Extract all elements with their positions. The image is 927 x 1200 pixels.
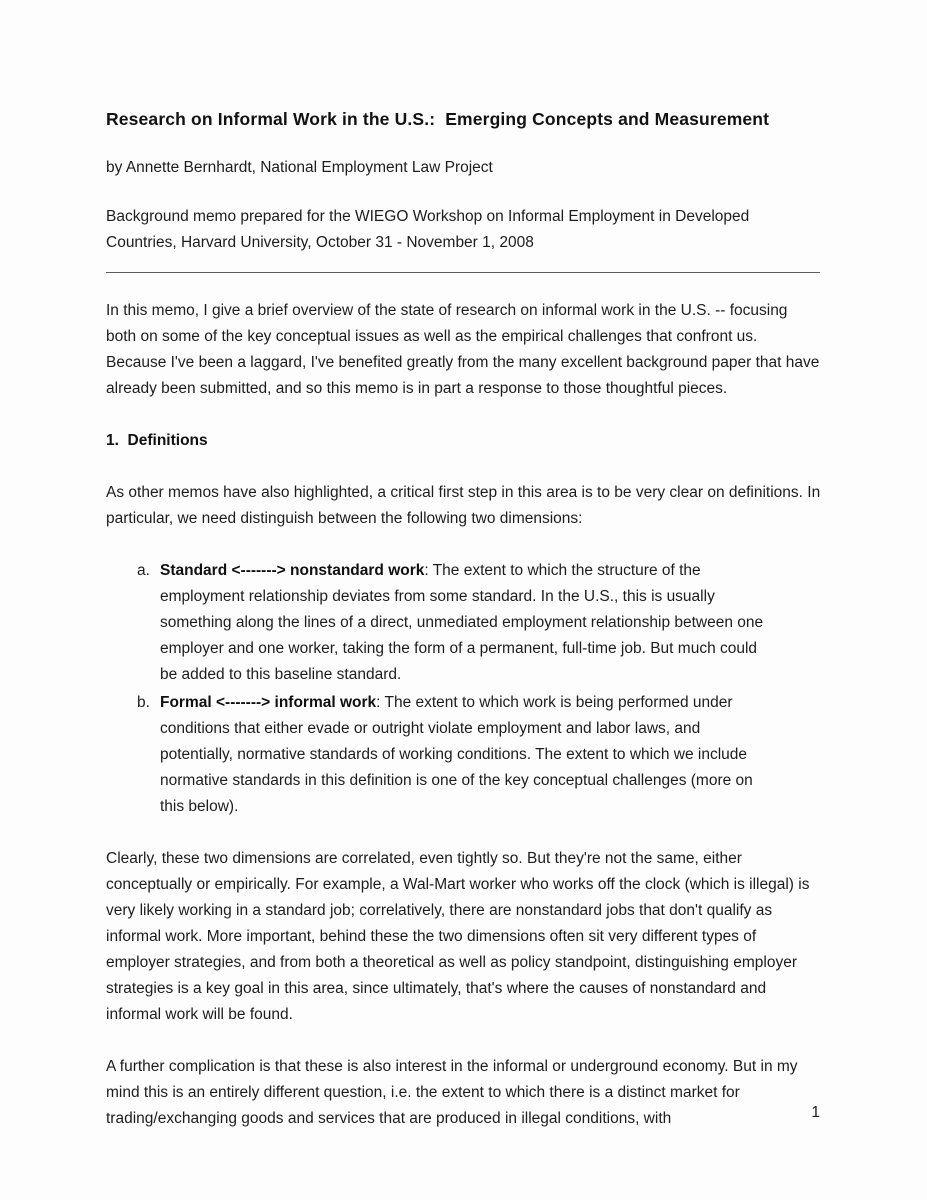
list-item-text: : The extent to which work is being performed under conditions that either evade or outright violate employment and labor laws, and potentially, normative standards of working conditions. The extent to which we include normative standards in this definition is one of the key conceptual challenges (more on this below). bbox=[160, 694, 753, 815]
body-paragraph-underground-economy: A further complication is that these is also interest in the informal or underground economy. But in my mind this is an entirely different question, i.e. the extent to which there is a distinct market for trading/exchanging goods and services that are produced in illegal conditions, with bbox=[106, 1058, 798, 1127]
intro-paragraph: In this memo, I give a brief overview of the state of research on informal work in the U.S. -- focusing both on some of the key conceptual issues as well as the empirical challenges that confront us. Because I've been a laggard, I've benefited greatly from the many excellent background paper that have already been submitted, and so this memo is in part a response to those thoughtful pieces. bbox=[106, 302, 820, 397]
body-paragraph-correlation: Clearly, these two dimensions are correlated, even tightly so. But they're not the same, either conceptually or empirically. For example, a Wal-Mart worker who works off the clock (which is illegal) is very likely working in a standard job; correlatively, there are nonstandard jobs that don't qualify as informal work. More important, behind these the two dimensions often sit very different types of employer strategies, and from both a theoretical as well as policy standpoint, distinguishing employer strategies is a key goal in this area, since ultimately, that's where the causes of nonstandard and informal work will be found. bbox=[106, 850, 810, 1023]
list-item-term: Standard <-------> nonstandard work bbox=[160, 562, 425, 579]
page-number: 1 bbox=[811, 1104, 820, 1121]
author-byline: by Annette Bernhardt, National Employment Law Project bbox=[106, 159, 493, 176]
list-item-text: : The extent to which the structure of the employment relationship deviates from some standard. In the U.S., this is usually something along the lines of a direct, unmediated employment relationship between one employer and one worker, taking the form of a permanent, full-time job. But much could be added to this baseline standard. bbox=[160, 562, 764, 683]
list-item-marker: b. bbox=[137, 694, 150, 711]
list-item bbox=[106, 690, 767, 820]
document-header bbox=[106, 0, 821, 256]
list-item-marker: a. bbox=[137, 562, 150, 579]
list-item-term: Formal <-------> informal work bbox=[160, 694, 377, 711]
section-intro-paragraph: As other memos have also highlighted, a critical first step in this area is to be very clear on definitions. In particular, we need distinguish between the following two dimensions: bbox=[106, 484, 821, 527]
page-title: Research on Informal Work in the U.S.: Emerging Concepts and Measurement bbox=[106, 109, 770, 129]
section-heading-definitions: 1. Definitions bbox=[106, 432, 208, 449]
list-item bbox=[106, 558, 767, 688]
document-body bbox=[106, 298, 821, 1132]
memo-subtitle: Background memo prepared for the WIEGO Workshop on Informal Employment in Developed Countries, Harvard University, October 31 - November 1, 2008 bbox=[106, 208, 750, 251]
header-divider-rule bbox=[106, 272, 820, 273]
definitions-list bbox=[106, 558, 821, 820]
